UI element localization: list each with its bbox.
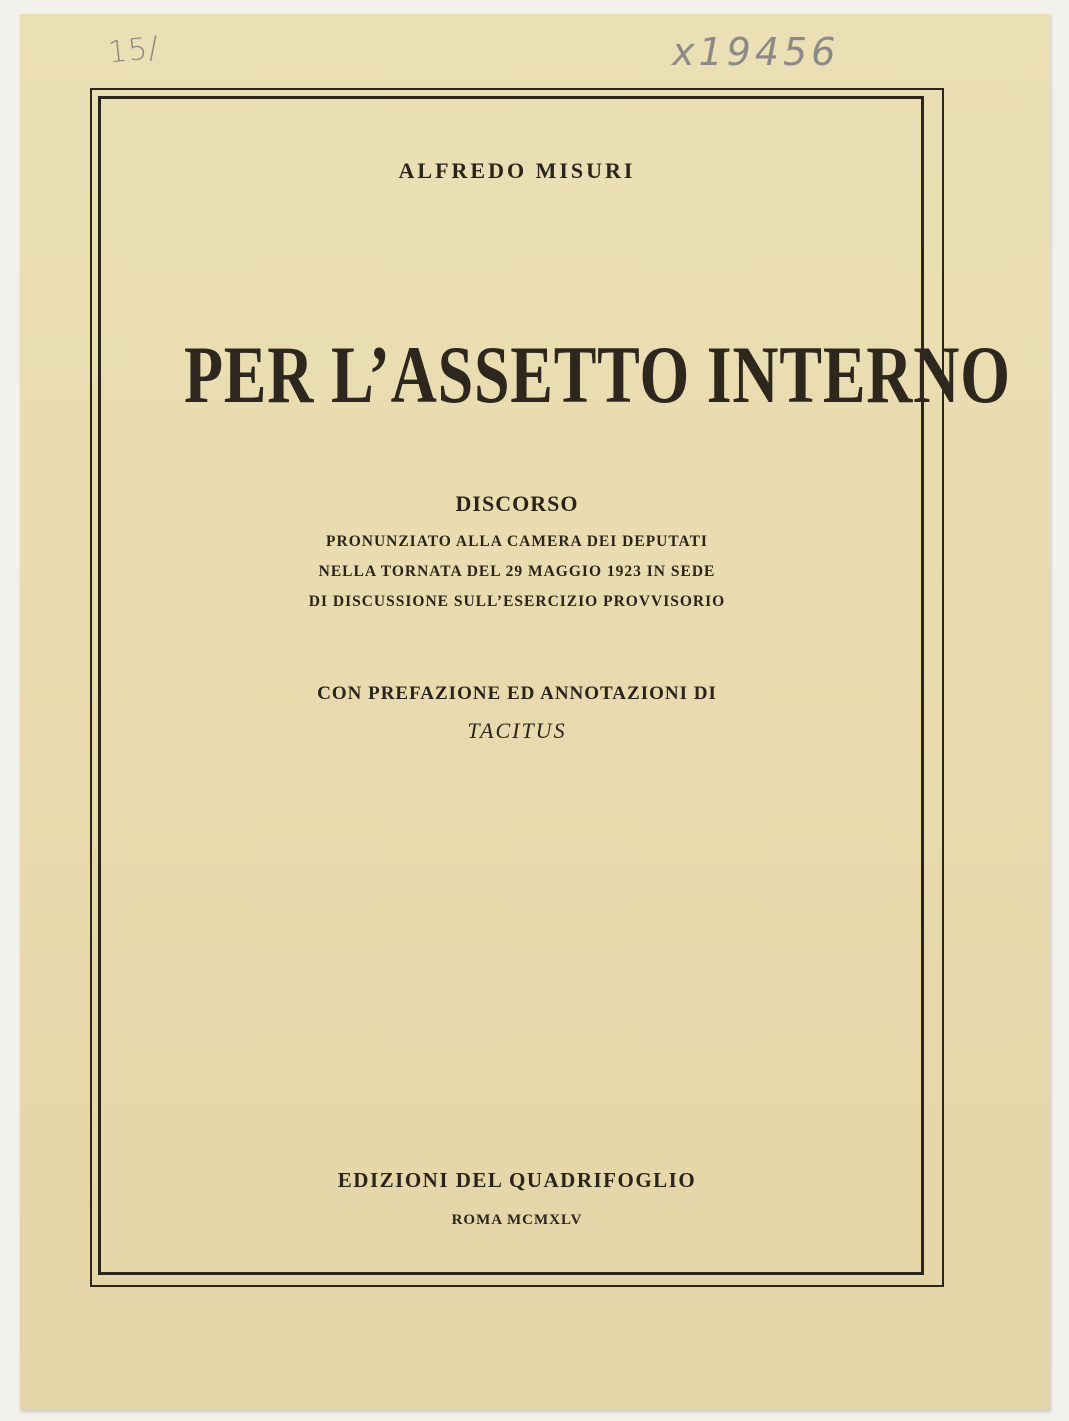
preface-line: CON PREFAZIONE ED ANNOTAZIONI DI	[317, 683, 717, 704]
subtitle-line-3: DI DISCUSSIONE SULL’ESERCIZIO PROVVISORIO	[308, 593, 726, 610]
subtitle-line-1: PRONUNZIATO ALLA CAMERA DEI DEPUTATI	[326, 533, 708, 550]
book-title: PER L’ASSETTO INTERNO	[183, 329, 1011, 420]
place-and-year: ROMA MCMXLV	[451, 1212, 583, 1228]
preface-author: TACITUS	[467, 718, 567, 743]
subtitle-line-2: NELLA TORNATA DEL 29 MAGGIO 1923 IN SEDE	[318, 563, 716, 580]
author-name: ALFREDO MISURI	[398, 158, 636, 183]
subtitle-heading: DISCORSO	[455, 491, 579, 516]
handwritten-note-right: x19456	[672, 30, 840, 74]
handwritten-note-left: 15/	[106, 30, 161, 71]
publisher-name: EDIZIONI DEL QUADRIFOGLIO	[337, 1168, 697, 1192]
